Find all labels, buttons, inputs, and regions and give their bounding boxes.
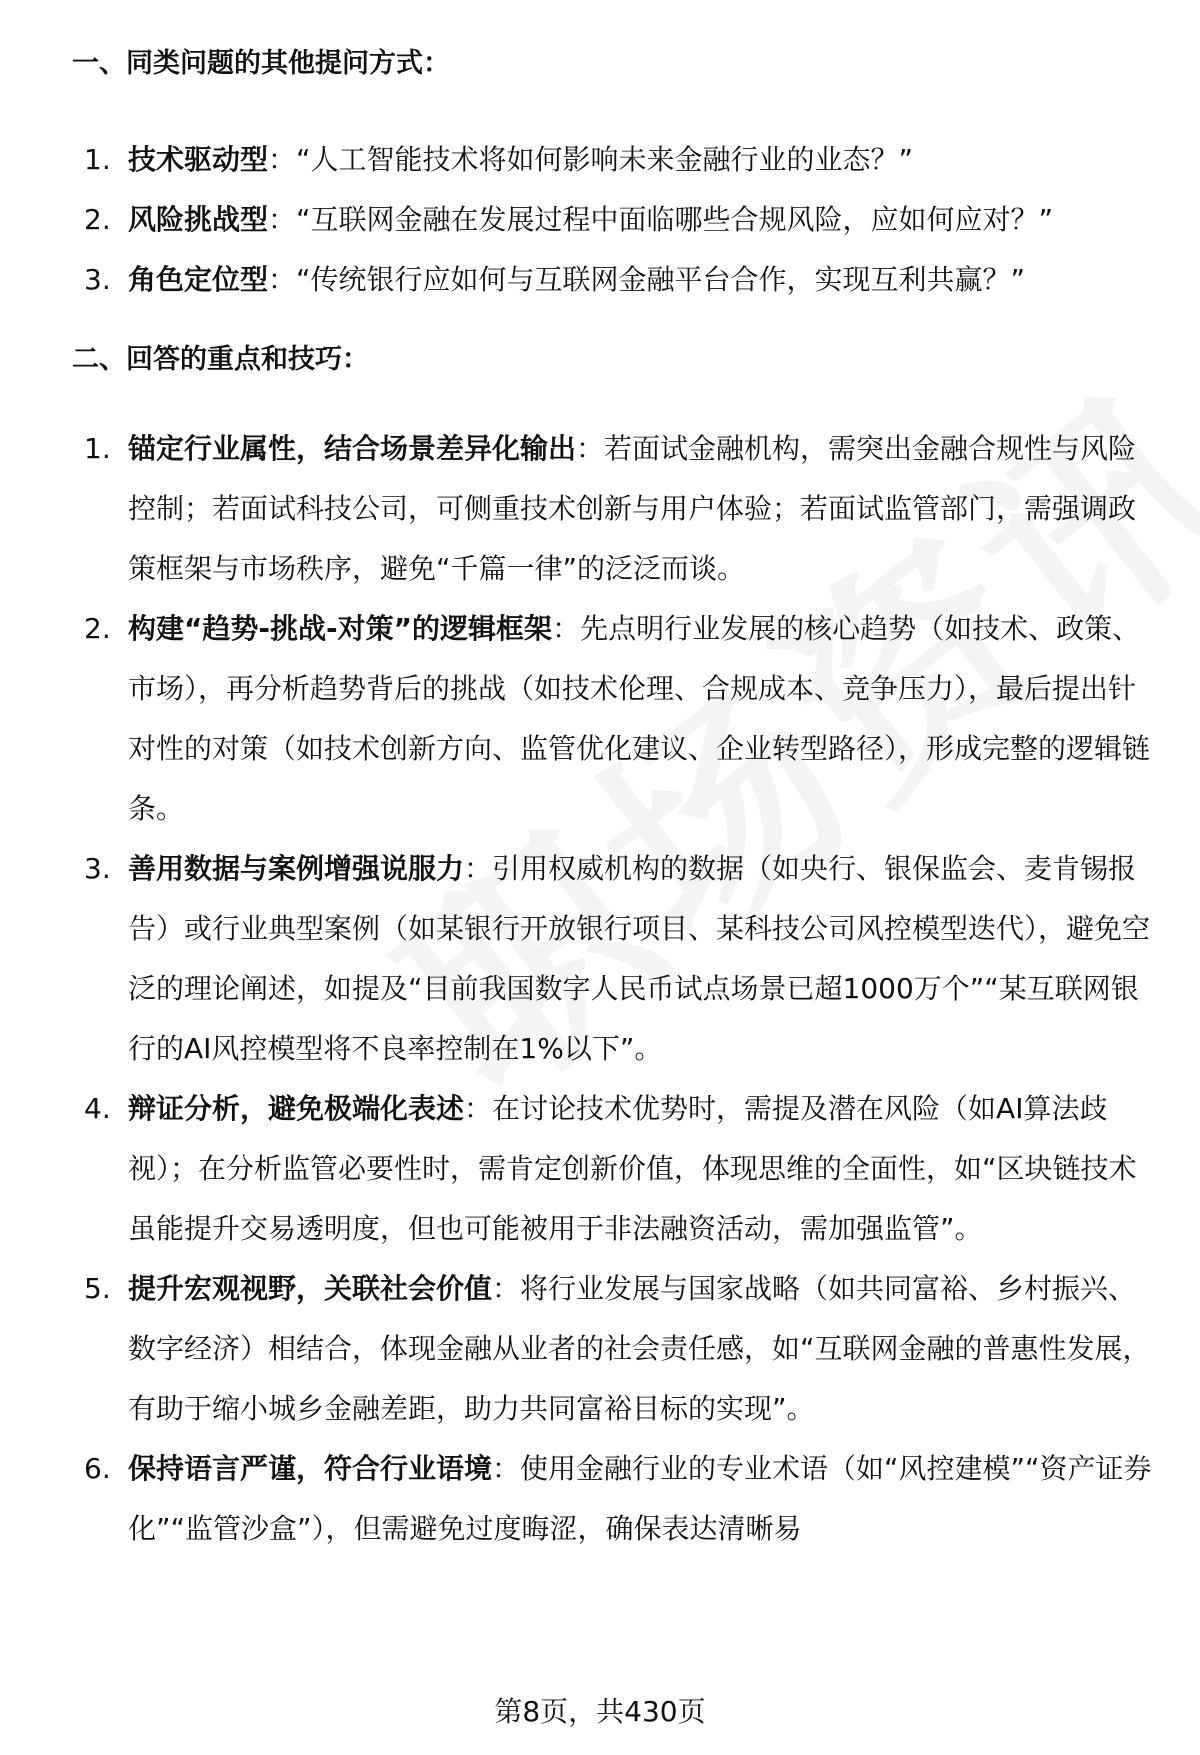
item-label: 善用数据与案例增强说服力 [128,852,465,885]
list-number: 3. [84,263,111,296]
item-separator: ： [268,263,297,296]
list-number: 2. [84,612,111,645]
list-number: 1. [84,143,111,176]
item-text: “传统银行应如何与互联网金融平台合作，实现互利共赢？” [296,263,1026,296]
item-separator: ： [268,203,297,236]
item-text: 若面试金融机构，需突出金融合规性与风险控制；若面试科技公司，可侧重技术创新与用户体验；若面试监管部门，需强调政策框架与市场秩序，避免“千篇一律”的泛泛而谈。 [128,432,1137,585]
item-separator: ： [464,1092,493,1125]
list-item [0,1439,1200,1559]
list-number: 2. [84,203,111,236]
list-item [0,419,1200,599]
list-number: 5. [84,1272,111,1305]
list-item [0,599,1200,839]
item-text: 引用权威机构的数据（如央行、银保监会、麦肯锡报告）或行业典型案例（如某银行开放银行项目、某科技公司风控模型迭代），避免空泛的理论阐述，如提及“目前我国数字人民币试点场景已超1000万个”“某互联网银行的AI风控模型将不良率控制在1%以下”。 [128,852,1151,1065]
item-label: 角色定位型 [128,263,269,296]
alternative-questions-list [0,130,1200,310]
item-separator: ： [268,143,297,176]
item-label: 提升宏观视野，关联社会价值 [128,1272,493,1305]
item-separator: ： [464,852,493,885]
item-label: 风险挑战型 [128,203,269,236]
item-label: 辩证分析，避免极端化表述 [128,1092,465,1125]
item-text: 使用金融行业的专业术语（如“风控建模”“资产证券化”“监管沙盒”），但需避免过度晦涩，确保表达清晰易 [128,1452,1152,1545]
section-heading-tips: 二、回答的重点和技巧： [72,344,369,375]
list-number: 1. [84,432,111,465]
list-number: 6. [84,1452,111,1485]
list-number: 4. [84,1092,111,1125]
list-item [0,130,1200,190]
answer-tips-list [0,419,1200,1559]
item-label: 锚定行业属性，结合场景差异化输出 [128,432,577,465]
item-label: 保持语言严谨，符合行业语境 [128,1452,493,1485]
list-item [0,839,1200,1079]
item-separator: ： [576,432,605,465]
list-number: 3. [84,852,111,885]
item-text: 将行业发展与国家战略（如共同富裕、乡村振兴、数字经济）相结合，体现金融从业者的社会责任感，如“互联网金融的普惠性发展，有助于缩小城乡金融差距，助力共同富裕目标的实现”。 [128,1272,1151,1425]
list-item [0,1259,1200,1439]
item-separator: ： [492,1272,521,1305]
item-text: “互联网金融在发展过程中面临哪些合规风险，应如何应对？” [296,203,1054,236]
item-text: 先点明行业发展的核心趋势（如技术、政策、市场），再分析趋势背后的挑战（如技术伦理、合规成本、竞争压力），最后提出针对性的对策（如技术创新方向、监管优化建议、企业转型路径），形成完整的逻辑链条。 [128,612,1151,825]
item-label: 构建“趋势-挑战-对策”的逻辑框架 [128,612,553,645]
item-text: “人工智能技术将如何影响未来金融行业的业态？” [296,143,914,176]
page-number-footer: 第8页，共430页 [494,1695,706,1728]
item-label: 技术驱动型 [128,143,269,176]
section-heading-alternatives: 一、同类问题的其他提问方式： [72,48,450,79]
item-separator: ： [552,612,581,645]
list-item [0,190,1200,250]
item-text: 在讨论技术优势时，需提及潜在风险（如AI算法歧视）；在分析监管必要性时，需肯定创新价值，体现思维的全面性，如“区块链技术虽能提升交易透明度，但也可能被用于非法融资活动，需加强监管”。 [128,1092,1137,1245]
list-item [0,250,1200,310]
list-item [0,1079,1200,1259]
item-separator: ： [492,1452,521,1485]
